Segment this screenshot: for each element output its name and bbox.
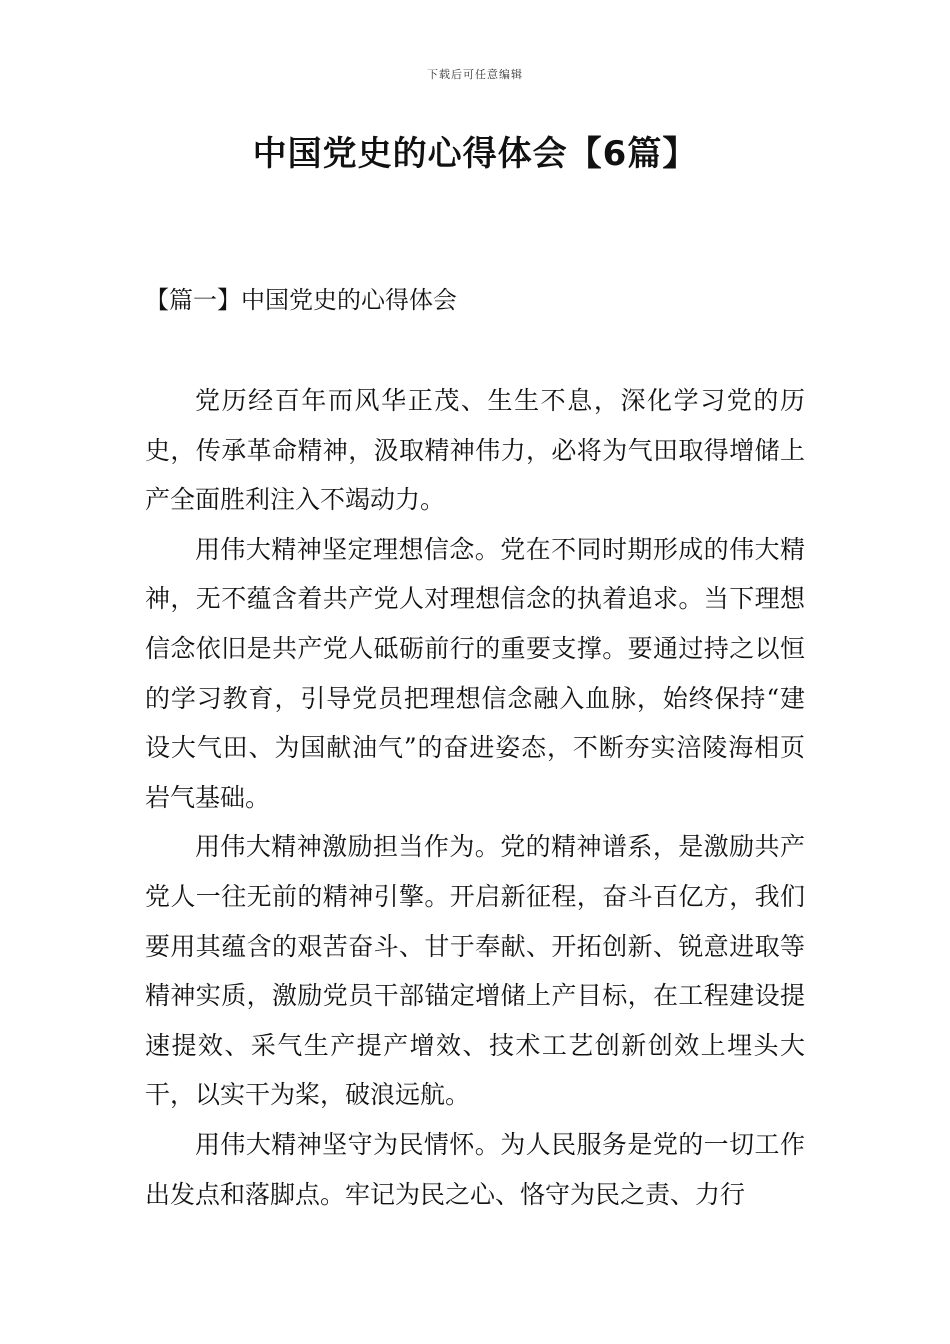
paragraph: 用伟大精神坚定理想信念。党在不同时期形成的伟大精神，无不蕴含着共产党人对理想信念的执着追求。当下理想信念依旧是共产党人砥砺前行的重要支撑。要通过持之以恒的学习教育，引导党员把理想信念融入血脉，始终保持“建设大气田、为国献油气”的奋进姿态，不断夯实涪陵海相页岩气基础。 xyxy=(145,534,805,812)
paragraph: 用伟大精神坚守为民情怀。为人民服务是党的一切工作出发点和落脚点。牢记为民之心、恪守为民之责、力行 xyxy=(145,1129,805,1209)
header-note: 下载后可任意编辑 xyxy=(427,68,523,81)
paragraph: 党历经百年而风华正茂、生生不息，深化学习党的历史，传承革命精神，汲取精神伟力，必将为气田取得增储上产全面胜利注入不竭动力。 xyxy=(145,386,805,515)
document-title: 中国党史的心得体会【6篇】 xyxy=(252,134,698,174)
body-text xyxy=(145,376,805,1219)
paragraph: 用伟大精神激励担当作为。党的精神谱系，是激励共产党人一往无前的精神引擎。开启新征程，奋斗百亿方，我们要用其蕴含的艰苦奋斗、甘于奉献、开拓创新、锐意进取等精神实质，激励党员干部锚定增储上产目标，在工程建设提速提效、采气生产提产增效、技术工艺创新创效上埋头大干，以实干为桨，破浪远航。 xyxy=(145,832,805,1110)
section-heading: 【篇一】中国党史的心得体会 xyxy=(145,286,457,314)
